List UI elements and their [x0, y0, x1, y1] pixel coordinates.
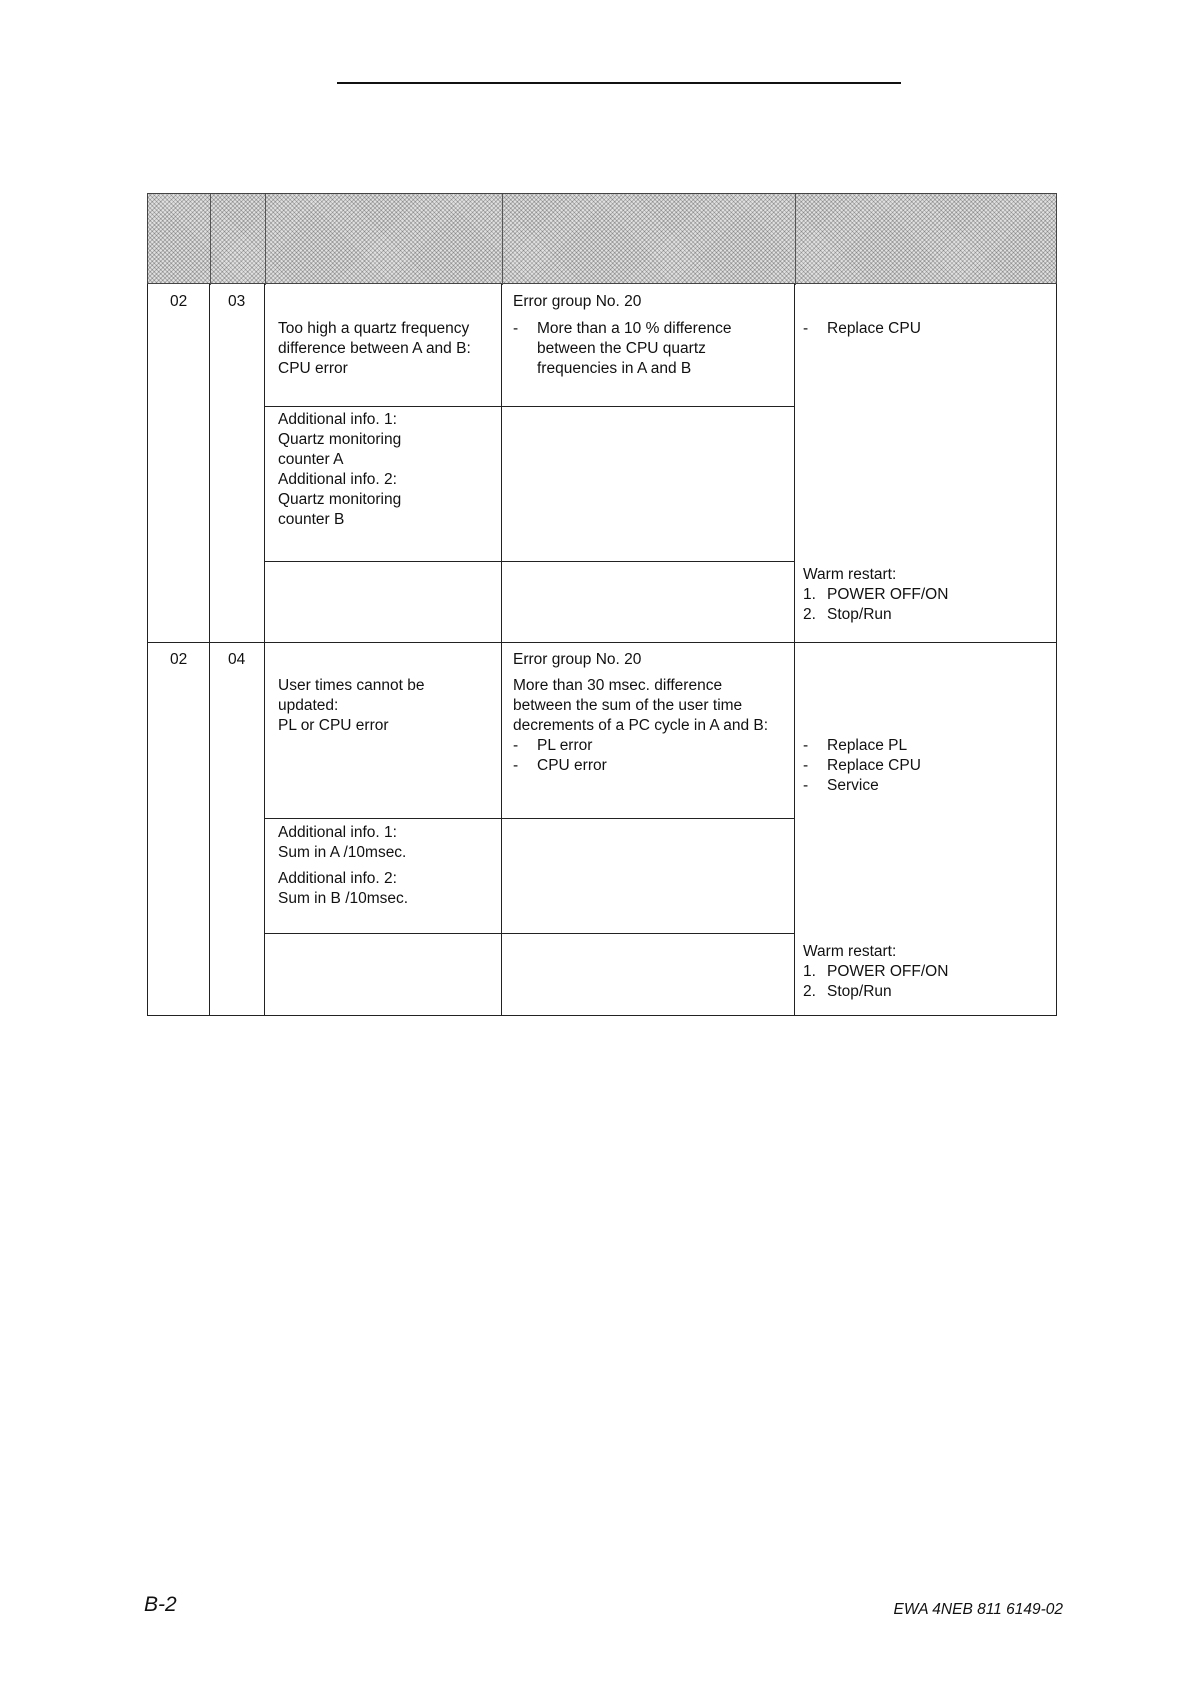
step-text: Stop/Run: [827, 606, 892, 623]
additional-info: [278, 410, 401, 530]
step-number: 2.: [803, 606, 816, 623]
bullet-marker: -: [513, 320, 519, 337]
bullet-marker: -: [513, 737, 519, 754]
cause-line: PL or CPU error: [278, 717, 389, 734]
bullet-marker: -: [803, 737, 809, 754]
column-divider: [501, 284, 502, 1016]
detail-line: More than 30 msec. difference: [513, 677, 723, 694]
detail-bullet-text: CPU error: [537, 757, 607, 774]
info-label: Additional info. 1:: [278, 411, 397, 428]
header-divider: [795, 194, 796, 285]
remedy: [803, 319, 921, 339]
column-divider: [794, 284, 795, 1016]
cause-line: Too high a quartz frequency: [278, 320, 470, 337]
cause-line: updated:: [278, 697, 339, 714]
step-text: Stop/Run: [827, 983, 892, 1000]
error-group-label: Error group No. 20: [513, 293, 642, 310]
cause-line: User times cannot be: [278, 677, 425, 694]
row-divider: [147, 642, 1057, 643]
remedy-text: Replace PL: [827, 737, 908, 754]
warm-restart: [803, 942, 948, 1002]
info-value: Quartz monitoring: [278, 491, 402, 508]
code-2: 04: [228, 651, 246, 668]
detail-bullet-text: PL error: [537, 737, 593, 754]
remedy-text: Service: [827, 777, 879, 794]
step-number: 1.: [803, 963, 816, 980]
detail-line: decrements of a PC cycle in A and B:: [513, 717, 769, 734]
info-label: Additional info. 1:: [278, 824, 397, 841]
code-1: 02: [170, 651, 188, 668]
remedy-text: Replace CPU: [827, 757, 921, 774]
cause-text: [278, 676, 424, 736]
header-divider: [210, 194, 211, 285]
info-label: Additional info. 2:: [278, 471, 397, 488]
warm-restart-title: Warm restart:: [803, 943, 897, 960]
step-number: 2.: [803, 983, 816, 1000]
row-divider: [264, 406, 794, 407]
row-divider: [264, 561, 794, 562]
column-divider: [209, 284, 210, 1016]
code-1: 02: [170, 293, 188, 310]
error-table: [147, 193, 1057, 1016]
error-group-label: Error group No. 20: [513, 651, 642, 668]
info-value: Sum in B /10msec.: [278, 890, 409, 907]
cause-text: [278, 319, 471, 379]
detail-line: between the CPU quartz: [537, 340, 706, 357]
column-divider: [264, 284, 265, 1016]
warm-restart: [803, 565, 948, 625]
table-header: [147, 193, 1057, 284]
bullet-marker: -: [803, 777, 809, 794]
step-text: POWER OFF/ON: [827, 586, 949, 603]
detail-line: between the sum of the user time: [513, 697, 743, 714]
bullet-marker: -: [803, 320, 809, 337]
remedy-text: Replace CPU: [827, 320, 921, 337]
step-number: 1.: [803, 586, 816, 603]
top-rule: [337, 82, 901, 84]
table-border-bottom: [147, 1015, 1057, 1016]
page-number: B-2: [144, 1593, 177, 1616]
detail-bullet: [513, 319, 731, 379]
cause-line: difference between A and B:: [278, 340, 471, 357]
info-value: Quartz monitoring: [278, 431, 402, 448]
header-divider: [502, 194, 503, 285]
table-border-left: [147, 284, 148, 1016]
cause-line: CPU error: [278, 360, 348, 377]
detail-text: [513, 676, 768, 776]
row-divider: [264, 818, 794, 819]
table-border-right: [1056, 284, 1057, 1016]
warm-restart-title: Warm restart:: [803, 566, 897, 583]
bullet-marker: -: [803, 757, 809, 774]
info-value: Sum in A /10msec.: [278, 844, 407, 861]
info-value: counter B: [278, 511, 345, 528]
detail-line: frequencies in A and B: [537, 360, 692, 377]
detail-line: More than a 10 % difference: [537, 320, 732, 337]
header-divider: [265, 194, 266, 285]
step-text: POWER OFF/ON: [827, 963, 949, 980]
row-divider: [264, 933, 794, 934]
code-2: 03: [228, 293, 246, 310]
info-label: Additional info. 2:: [278, 870, 397, 887]
bullet-marker: -: [513, 757, 519, 774]
info-value: counter A: [278, 451, 344, 468]
additional-info: [278, 823, 408, 909]
remedies: [803, 736, 921, 796]
document-id: EWA 4NEB 811 6149-02: [893, 1601, 1063, 1618]
